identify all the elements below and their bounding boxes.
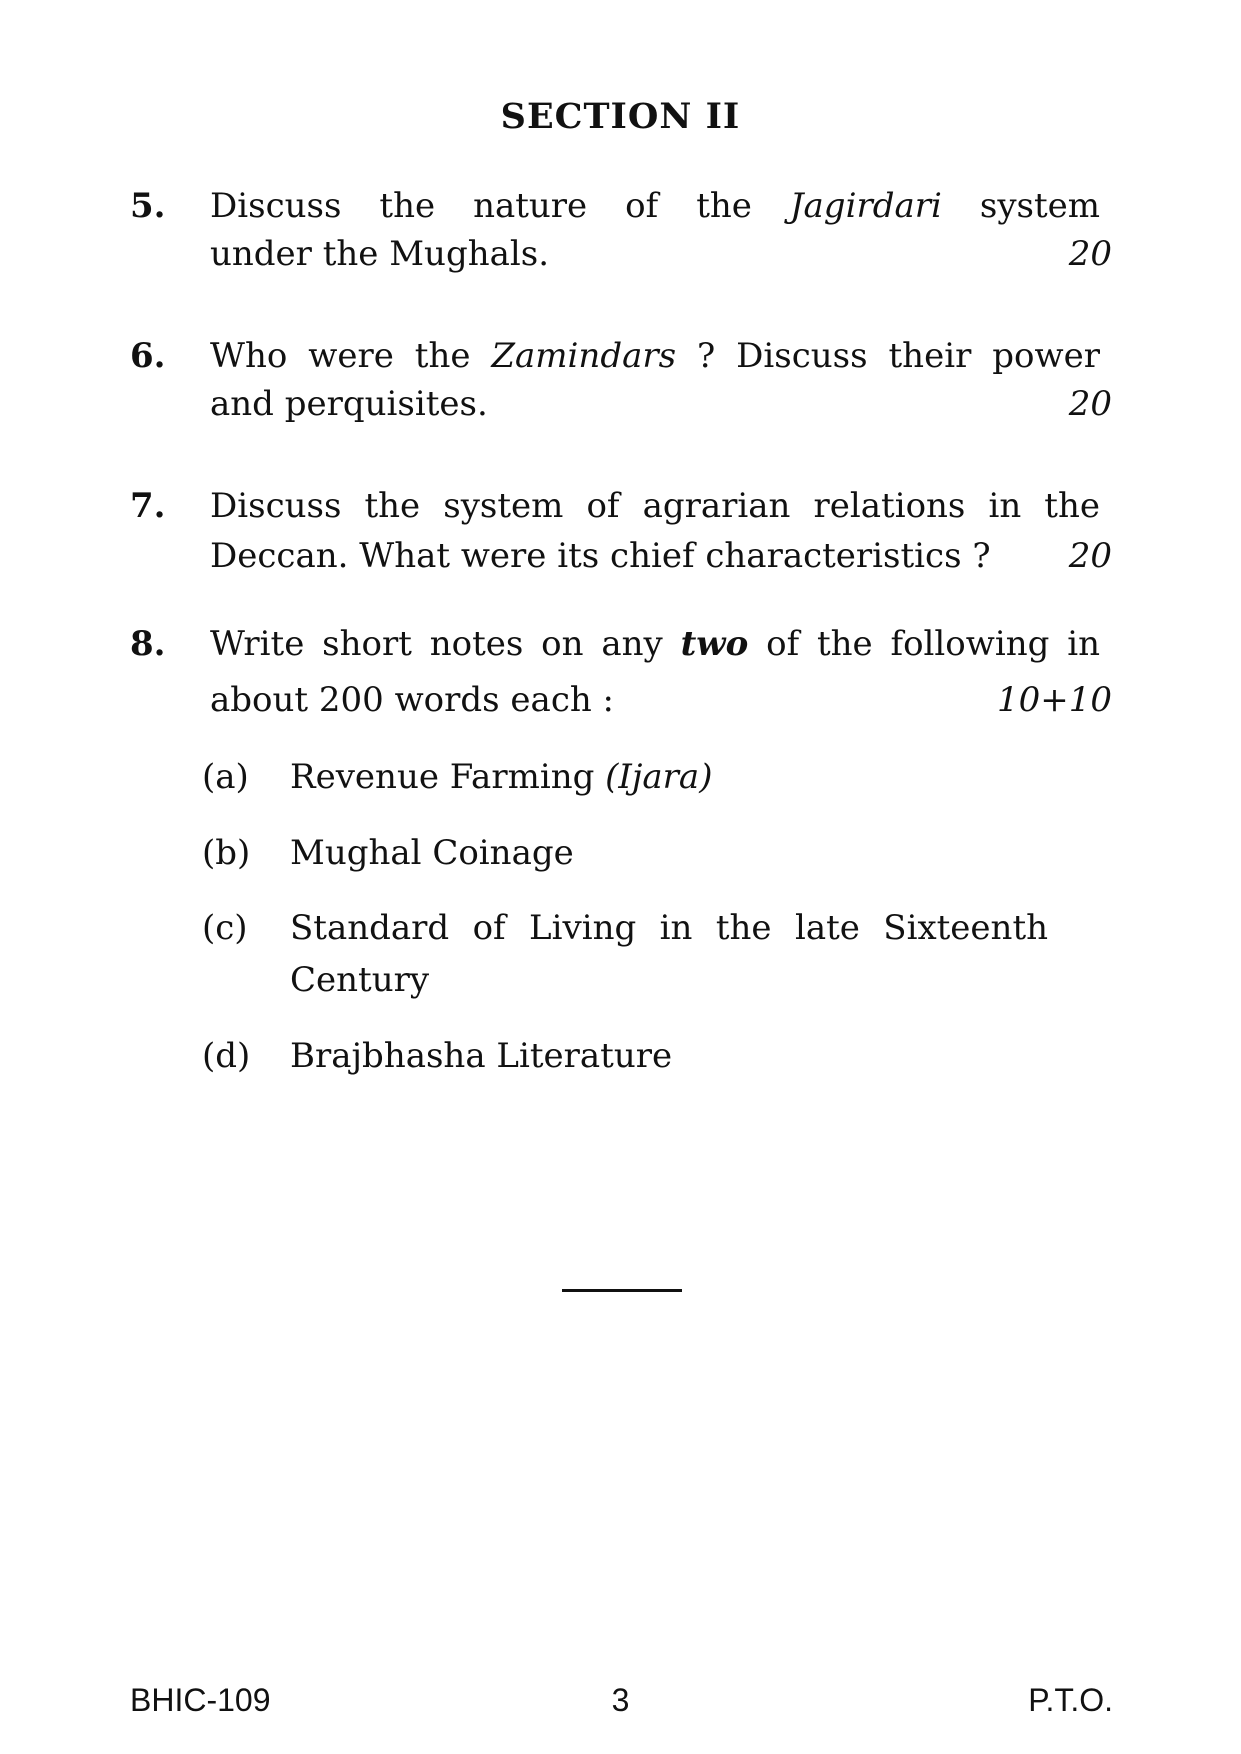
italic-term: (Ijara): [605, 757, 713, 797]
marks: 20: [1068, 384, 1112, 424]
marks: 20: [1068, 234, 1112, 274]
italic-term: Jagirdari: [789, 186, 942, 226]
sub-item-text: Brajbhasha Literature: [290, 1036, 673, 1076]
sub-item-label: (d): [202, 1036, 251, 1076]
page-number: 3: [611, 1682, 630, 1718]
question-text-line-1: [210, 186, 1100, 226]
sub-item-text: [290, 757, 712, 797]
question-text-line-2: about 200 words each :: [210, 680, 615, 720]
sub-item-text: Mughal Coinage: [290, 833, 574, 873]
text-segment: of the following in: [766, 624, 1101, 664]
question-number: 6.: [130, 336, 166, 376]
marks: 20: [1068, 536, 1112, 576]
sub-item-text-line-1: Standard of Living in the late Sixteenth: [290, 908, 1048, 948]
marks: 10+10: [996, 680, 1112, 720]
sub-item-label: (c): [202, 908, 248, 948]
question-text-line-1: Discuss the system of agrarian relations in the: [210, 486, 1100, 526]
text-segment: Discuss the nature of the: [210, 186, 752, 226]
question-text-line-1: [210, 336, 1100, 376]
end-rule: [562, 1289, 682, 1292]
text-segment: Revenue Farming: [290, 757, 595, 797]
question-text-line-2: Deccan. What were its chief characteristics ?: [210, 536, 991, 576]
emphasis-term: two: [680, 624, 749, 664]
question-number: 5.: [130, 186, 166, 226]
sub-item-label: (b): [202, 833, 251, 873]
course-code: BHIC-109: [130, 1682, 271, 1718]
pto-label: P.T.O.: [1028, 1682, 1113, 1718]
question-text-line-2: under the Mughals.: [210, 234, 550, 274]
sub-item-text-line-2: Century: [290, 960, 430, 1000]
question-text-line-1: [210, 624, 1100, 664]
sub-item-label: (a): [202, 757, 249, 797]
text-segment: Who were the: [210, 336, 471, 376]
question-number: 7.: [130, 486, 166, 526]
text-segment: system: [979, 186, 1101, 226]
section-title: SECTION II: [500, 96, 741, 137]
text-segment: Write short notes on any: [210, 624, 663, 664]
question-number: 8.: [130, 624, 166, 664]
text-segment: ? Discuss their power: [697, 336, 1100, 376]
question-text-line-2: and perquisites.: [210, 384, 488, 424]
italic-term: Zamindars: [491, 336, 677, 376]
